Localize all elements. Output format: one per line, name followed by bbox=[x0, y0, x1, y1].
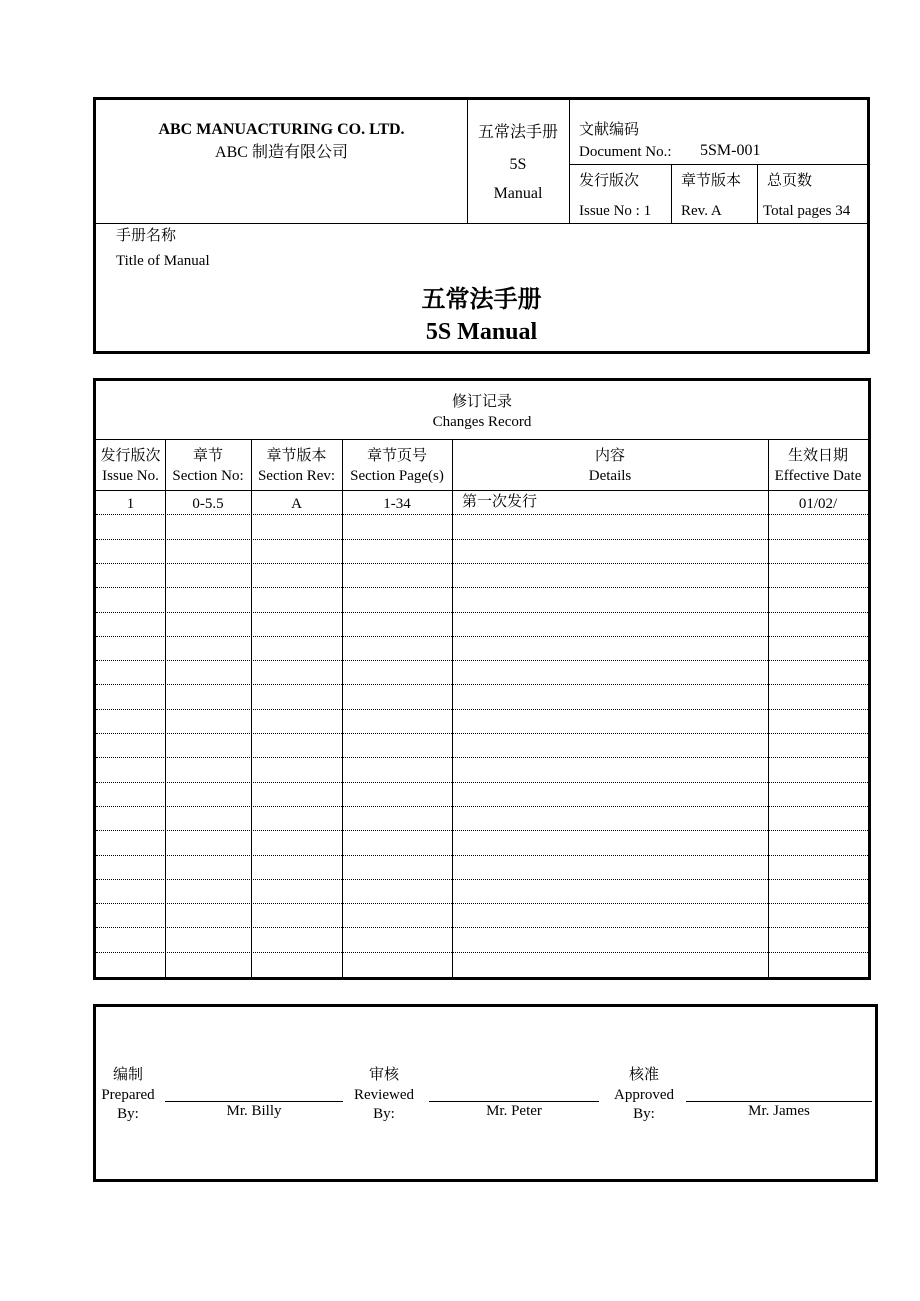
table-row-line bbox=[96, 830, 868, 831]
approved-label-by: By: bbox=[633, 1106, 655, 1122]
manual-name-en: Manual bbox=[493, 185, 543, 202]
prepared-label-en: Prepared bbox=[101, 1087, 155, 1103]
table-row-line bbox=[96, 733, 868, 734]
reviewed-label-en: Reviewed bbox=[354, 1087, 414, 1103]
reviewed-label-cn: 审核 bbox=[368, 1067, 399, 1083]
column-header-en: Details bbox=[588, 468, 632, 484]
table-row-line bbox=[96, 782, 868, 783]
header-vline-2 bbox=[569, 100, 570, 223]
table-row-line bbox=[96, 879, 868, 880]
company-name-cn: ABC 制造有限公司 bbox=[215, 144, 348, 161]
table-row-line bbox=[96, 927, 868, 928]
reviewed-name: Mr. Peter bbox=[486, 1103, 542, 1119]
table-row-line bbox=[96, 757, 868, 758]
header-vline-4 bbox=[757, 164, 758, 223]
table-row-line bbox=[96, 587, 868, 588]
table-cell-rev: A bbox=[291, 496, 302, 512]
table-row-line bbox=[96, 855, 868, 856]
table-row-line bbox=[96, 514, 868, 515]
rev-label-cn: 章节版本 bbox=[681, 173, 742, 189]
table-header-divider bbox=[96, 490, 868, 491]
header-docno-divider bbox=[569, 164, 867, 165]
reviewed-label-by: By: bbox=[373, 1106, 395, 1122]
pages-value: Total pages 34 bbox=[763, 203, 851, 219]
column-header-cn: 章节页号 bbox=[366, 448, 427, 464]
column-header-en: Section Page(s) bbox=[350, 468, 444, 484]
table-cell-pages: 1-34 bbox=[383, 496, 411, 512]
table-row-line bbox=[96, 539, 868, 540]
table-row-line bbox=[96, 660, 868, 661]
column-header-en: Effective Date bbox=[774, 468, 862, 484]
approved-label-en: Approved bbox=[614, 1087, 674, 1103]
title-label-cn: 手册名称 bbox=[116, 228, 177, 244]
table-row-line bbox=[96, 684, 868, 685]
table-row-line bbox=[96, 903, 868, 904]
header-vline-3 bbox=[671, 164, 672, 223]
prepared-label-cn: 编制 bbox=[112, 1067, 143, 1083]
approved-label-cn: 核准 bbox=[628, 1067, 659, 1083]
changes-title-cn: 修订记录 bbox=[451, 394, 512, 410]
column-header-cn: 内容 bbox=[594, 448, 625, 464]
table-row-line bbox=[96, 612, 868, 613]
rev-value: Rev. A bbox=[681, 203, 722, 219]
manual-title-en: 5S Manual bbox=[425, 319, 538, 345]
title-label-en: Title of Manual bbox=[116, 253, 210, 269]
manual-name-cn: 五常法手册 bbox=[477, 124, 558, 141]
pages-label-cn: 总页数 bbox=[767, 173, 813, 189]
table-cell-details: 第一次发行 bbox=[462, 494, 538, 510]
header-divider bbox=[96, 223, 867, 224]
doc-no-value: 5SM-001 bbox=[700, 142, 761, 159]
column-header-en: Issue No. bbox=[102, 468, 159, 484]
company-name-en: ABC MANUACTURING CO. LTD. bbox=[158, 121, 405, 138]
table-row-line bbox=[96, 806, 868, 807]
approved-name: Mr. James bbox=[748, 1103, 810, 1119]
table-row-line bbox=[96, 952, 868, 953]
table-row-line bbox=[96, 636, 868, 637]
column-header-cn: 章节版本 bbox=[266, 448, 327, 464]
table-cell-issue: 1 bbox=[126, 496, 135, 512]
table-row-line bbox=[96, 709, 868, 710]
doc-no-label-cn: 文献编码 bbox=[579, 122, 640, 138]
column-header-cn: 发行版次 bbox=[100, 448, 161, 464]
manual-code: 5S bbox=[509, 156, 527, 173]
prepared-label-by: By: bbox=[117, 1106, 139, 1122]
signoff-box bbox=[93, 1004, 878, 1182]
doc-no-label: Document No.: bbox=[579, 144, 672, 160]
column-header-en: Section Rev: bbox=[257, 468, 336, 484]
table-row-line bbox=[96, 563, 868, 564]
column-header-cn: 生效日期 bbox=[787, 448, 848, 464]
table-cell-section: 0-5.5 bbox=[192, 496, 224, 512]
prepared-name: Mr. Billy bbox=[226, 1103, 282, 1119]
table-cell-date: 01/02/ bbox=[798, 496, 838, 512]
changes-title-divider bbox=[96, 439, 868, 440]
column-header-cn: 章节 bbox=[192, 448, 223, 464]
column-header-en: Section No: bbox=[172, 468, 244, 484]
issue-label-cn: 发行版次 bbox=[579, 173, 640, 189]
changes-title-en: Changes Record bbox=[432, 414, 532, 430]
issue-value: Issue No : 1 bbox=[579, 203, 652, 219]
manual-title-cn: 五常法手册 bbox=[421, 287, 542, 313]
